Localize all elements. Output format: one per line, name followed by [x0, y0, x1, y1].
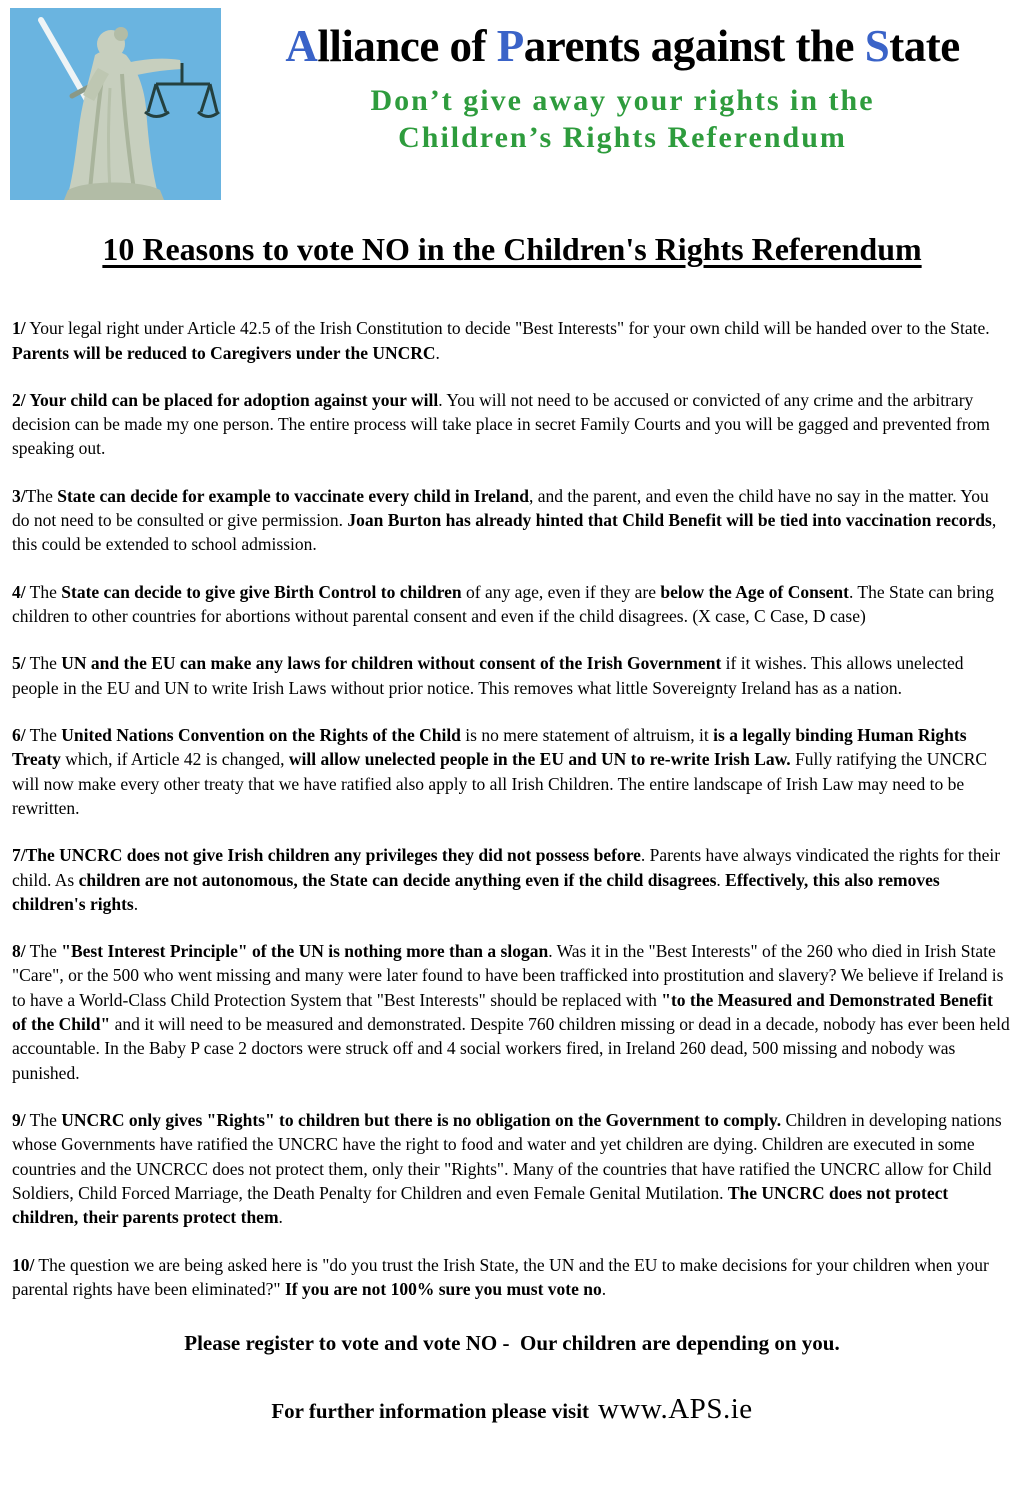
further-info-line: [0, 1393, 1024, 1426]
reason-paragraph: [12, 316, 1010, 365]
reason-bold-run: 3/: [12, 485, 26, 506]
reasons-list: [0, 316, 1024, 1301]
title-accent-letter: P: [496, 21, 524, 71]
reason-text-run: .: [435, 342, 440, 363]
tagline-line-1: Don’t give away your rights in the: [370, 83, 875, 117]
reason-bold-run: 6/: [12, 724, 26, 745]
reason-text-run: Children in developing nations whose Governments have ratified the UNCRC have the right to food and water and yet children are dying. Children are executed in some countries and the UNCRCC does not protect them, only their "Rights". Many of the countries that have ratified the UNCRC allow for Child Soldiers, Child Forced Marriage, the Death Penalty for Children and even Female Genital Mutilation.: [12, 1110, 1002, 1203]
reason-text-run: .: [278, 1207, 283, 1228]
title-text-run: arents against the: [523, 21, 865, 71]
reason-bold-run: Joan Burton has already hinted that Child Benefit will be tied into vaccination records: [347, 510, 992, 531]
title-accent-letter: A: [285, 21, 318, 71]
reason-bold-run: Effectively, this also removes children's rights: [12, 869, 940, 914]
reason-bold-run: 7/The UNCRC does not give Irish children any privileges they did not possess before: [12, 845, 641, 866]
reason-text-run: .: [133, 893, 139, 914]
reason-text-run: The: [25, 724, 62, 745]
reason-bold-run: 9/: [12, 1110, 26, 1130]
reason-bold-run: UNCRC only gives "Rights" to children but there is no obligation on the Government to comply.: [61, 1110, 782, 1130]
reason-bold-run: will allow unelected people in the EU and UN to re-write Irish Law.: [288, 749, 791, 770]
flyer-footer: [0, 1331, 1024, 1426]
reason-paragraph: [12, 1108, 1010, 1230]
reason-text-run: The: [25, 485, 58, 506]
reason-bold-run: If you are not 100% sure you must vote no: [284, 1278, 602, 1299]
reason-text-run: , this could be extended to school admission.: [12, 510, 997, 555]
reason-bold-run: State can decide to give give Birth Control to children: [61, 581, 462, 602]
reason-text-run: and it will need to be measured and demonstrated. Despite 760 children missing or dead in a decade, nobody has ever been held accountable. In the Baby P case 2 doctors were struck off and 4 social workers fired, in Ireland 260 dead, 500 missing and nobody was punished.: [12, 1014, 1010, 1083]
tagline-line-2: Children’s Rights Referendum: [398, 121, 847, 154]
organization-title: [285, 22, 959, 72]
reason-text-run: The question we are being asked here is "do you trust the Irish State, the UN and the EU to make decisions for your children when your parental rights have been eliminated?": [12, 1254, 989, 1299]
reason-text-run: . Parents have always vindicated the rights for their child. As: [12, 845, 1001, 890]
reason-text-run: The: [25, 1110, 62, 1130]
reason-bold-run: United Nations Convention on the Rights of the Child: [61, 724, 461, 745]
reason-bold-run: 8/: [12, 941, 26, 962]
website-address: www.APS.ie: [598, 1393, 753, 1426]
reason-text-run: Your legal right under Article 42.5 of the Irish Constitution to decide "Best Interests" for your own child will be handed over to the State.: [25, 318, 990, 339]
title-text-run: lliance of: [317, 21, 497, 71]
reason-paragraph: [12, 651, 1010, 700]
reason-bold-run: below the Age of Consent: [660, 581, 849, 602]
reason-text-run: .: [601, 1278, 607, 1299]
reason-bold-run: UN and the EU can make any laws for children without consent of the Irish Government: [61, 653, 722, 674]
reason-text-run: The: [25, 581, 62, 602]
reason-paragraph: [12, 1253, 1010, 1302]
reason-bold-run: is a legally binding Human Rights Treaty: [12, 724, 967, 770]
reason-paragraph: [12, 580, 1010, 629]
lady-justice-logo: [10, 8, 221, 200]
tagline: [370, 82, 874, 157]
reason-paragraph: [12, 484, 1010, 557]
title-accent-letter: S: [864, 21, 890, 71]
masthead-text: [221, 8, 1024, 157]
reason-bold-run: "Best Interest Principle" of the UN is nothing more than a slogan: [61, 941, 549, 962]
reason-bold-run: The UNCRC does not protect children, their parents protect them: [12, 1182, 949, 1228]
reason-bold-run: 4/: [12, 581, 26, 602]
reason-bold-run: children are not autonomous, the State can decide anything even if the child disagrees: [78, 869, 717, 890]
masthead: [0, 0, 1024, 206]
reason-paragraph: [12, 388, 1010, 461]
reason-text-run: if it wishes. This allows unelected people in the EU and UN to write Irish Laws without prior notice. This removes what little Sovereignty Ireland has as a nation.: [12, 653, 964, 698]
reason-paragraph: [12, 723, 1010, 820]
reason-text-run: The: [25, 653, 62, 674]
reason-text-run: . You will not need to be accused or convicted of any crime and the arbitrary decision can be made my one person. The entire process will take place in secret Family Courts and you will be gagged and prevented from speaking out.: [12, 389, 990, 459]
reason-bold-run: Parents will be reduced to Caregivers under the UNCRC: [12, 342, 436, 363]
reason-paragraph: [12, 843, 1010, 916]
reason-text-run: The: [25, 941, 62, 962]
reason-text-run: which, if Article 42 is changed,: [60, 749, 289, 770]
reason-text-run: of any age, even if they are: [461, 581, 661, 602]
reason-bold-run: 1/: [12, 318, 26, 339]
title-text-run: tate: [889, 21, 960, 71]
document-heading: 10 Reasons to vote NO in the Children's Rights Referendum: [102, 231, 922, 267]
reason-text-run: , and the parent, and even the child have no say in the matter. You do not need to be consulted or give permission.: [12, 485, 989, 531]
reason-paragraph: [12, 939, 1010, 1085]
further-info-text: For further information please visit: [271, 1399, 590, 1424]
reason-text-run: Fully ratifying the UNCRC will now make every other treaty that we have ratified also apply to all Irish Children. The entire landscape of Irish Law may need to be rewritten.: [12, 749, 988, 818]
reason-bold-run: State can decide for example to vaccinate every child in Ireland: [57, 485, 530, 506]
reason-bold-run: 10/: [12, 1254, 35, 1275]
lady-justice-statue-icon: [10, 8, 221, 200]
reason-text-run: .: [716, 869, 726, 890]
reason-bold-run: 2/ Your child can be placed for adoption against your will: [12, 389, 439, 410]
reason-bold-run: "to the Measured and Demonstrated Benefit of the Child": [12, 989, 993, 1035]
reason-text-run: . Was it in the "Best Interests" of the 260 who died in Irish State "Care", or the 500 who went missing and many were later found to have been trafficked into prostitution and slavery? We believe if Ireland is to have a World-Class Child Protection System that "Best Interests" should be replaced with: [12, 941, 1004, 1010]
reason-text-run: . The State can bring children to other countries for abortions without parental consent and even if the child disagrees. (X case, C Case, D case): [12, 581, 994, 626]
reason-text-run: is no mere statement of altruism, it: [460, 724, 714, 745]
reason-bold-run: 5/: [12, 653, 26, 674]
register-call-to-action: Please register to vote and vote NO - Our children are depending on you.: [184, 1331, 840, 1356]
